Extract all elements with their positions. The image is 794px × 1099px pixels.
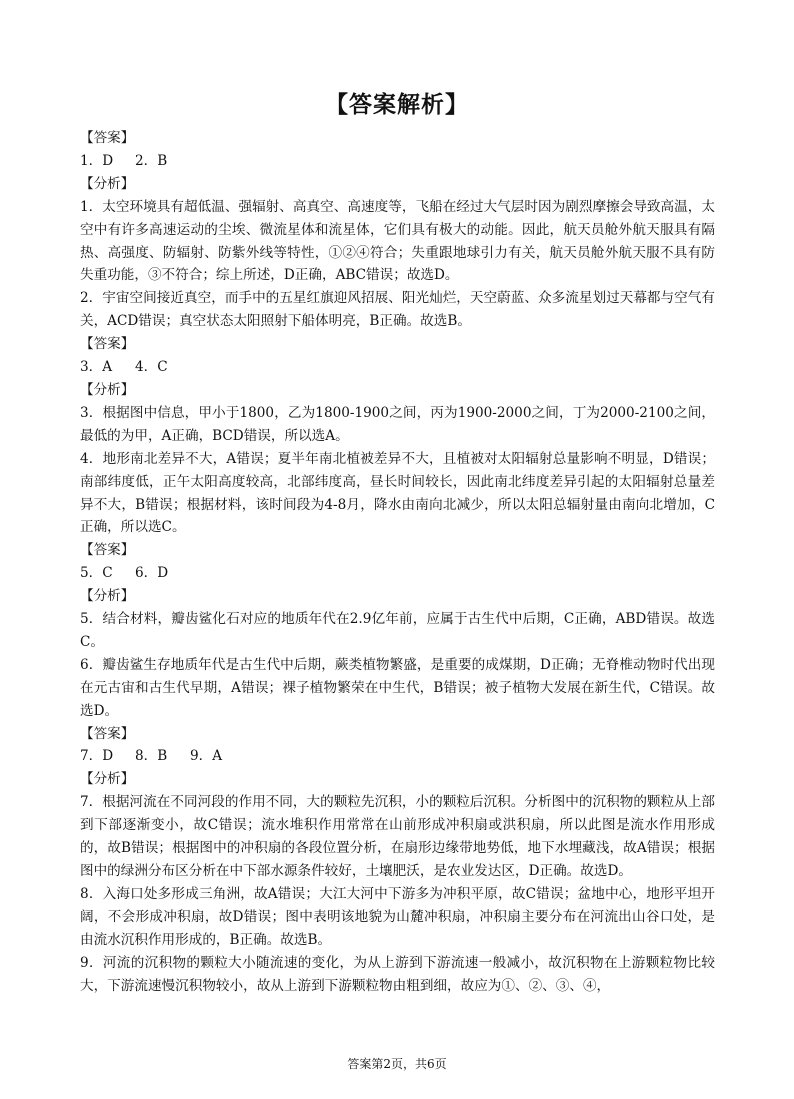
answer-item: 9．A	[190, 748, 223, 765]
answer-line	[80, 745, 715, 768]
page-title: 【答案解析】	[325, 91, 469, 118]
answer-label: 【答案】	[80, 542, 135, 559]
answer-line	[80, 562, 715, 585]
answer-item: 6．D	[135, 565, 169, 582]
answer-item: 8．B	[135, 748, 168, 765]
analysis-paragraph: 1．太空环境具有超低温、强辐射、高真空、高速度等，飞船在经过大气层时因为剧烈摩擦会导致高温，太空中有许多高速运动的尘埃、微流星体和流星体，它们具有极大的动能。因此，航天员舱外航天服具有隔热、高强度、防辐射、防紫外线等特性，①②④符合；失重跟地球引力有关，航天员舱外航天服不具有防失重功能，③不符合；综上所述，D正确，ABC错误；故选D。	[80, 198, 715, 284]
answer-item: 5．C	[80, 565, 113, 582]
answer-content	[80, 127, 715, 997]
analysis-label: 【分析】	[80, 381, 135, 398]
answer-label: 【答案】	[80, 130, 135, 146]
page-footer: 答案第2页，共6页	[347, 1057, 447, 1071]
answer-line	[80, 150, 715, 173]
analysis-paragraph: 4．地形南北差异不大，A错误；夏半年南北植被差异不大，且植被对太阳辐射总量影响不明显，D错误；南部纬度低，正午太阳高度较高，北部纬度高，昼长时间较长，因此南北纬度差异引起的太阳辐射总量差异不大，B错误；根据材料，该时间段为4-8月，降水由南向北减少，所以太阳总辐射量由南向北增加，C正确，所以选C。	[80, 450, 715, 536]
analysis-paragraph: 9．河流的沉积物的颗粒大小随流速的变化，为从上游到下游流速一般减小，故沉积物在上游颗粒物比较大，下游流速慢沉积物较小，故从上游到下游颗粒物由粗到细，故应为①、②、③、④，	[80, 954, 715, 994]
analysis-label: 【分析】	[80, 588, 135, 605]
analysis-paragraph: 2．宇宙空间接近真空，而手中的五星红旗迎风招展、阳光灿烂，天空蔚蓝、众多流星划过天幕都与空气有关，ACD错误；真空状态太阳照射下船体明亮，B正确。故选B。	[80, 290, 715, 330]
analysis-paragraph: 3．根据图中信息，甲小于1800，乙为1800-1900之间，丙为1900-2000之间，丁为2000-2100之间，最低的为甲，A正确，BCD错误，所以选A。	[80, 404, 715, 444]
answer-item: 7．D	[80, 748, 114, 765]
analysis-paragraph: 5．结合材料，瓣齿鲨化石对应的地质年代在2.9亿年前，应属于古生代中后期，C正确，ABD错误。故选C。	[80, 611, 715, 650]
answer-item: 1．D	[80, 152, 114, 169]
answer-item: 4．C	[135, 359, 168, 376]
answer-item: 3．A	[80, 359, 113, 376]
answer-item: 2．B	[135, 152, 168, 169]
answer-label: 【答案】	[80, 336, 135, 353]
analysis-paragraph: 8．入海口处多形成三角洲，故A错误；大江大河中下游多为冲积平原，故C错误；盆地中心，地形平坦开阔，不会形成冲积扇，故D错误；图中表明该地貌为山麓冲积扇，冲积扇主要分布在河流出山谷口处，是由流水沉积作用形成的，B正确。故选B。	[80, 885, 715, 948]
answer-label: 【答案】	[80, 725, 135, 742]
analysis-paragraph: 6．瓣齿鲨生存地质年代是古生代中后期，蕨类植物繁盛，是重要的成煤期，D正确；无脊椎动物时代出现在元古宙和古生代早期，A错误；裸子植物繁荣在中生代，B错误；被子植物大发展在新生代，C错误。故选D。	[80, 656, 715, 719]
analysis-label: 【分析】	[80, 771, 135, 788]
analysis-paragraph: 7．根据河流在不同河段的作用不同，大的颗粒先沉积，小的颗粒后沉积。分析图中的沉积物的颗粒从上部到下部逐渐变小，故C错误；流水堆积作用常常在山前形成冲积扇或洪积扇，所以此图是流水作用形成的，故B错误；根据图中的冲积扇的各段位置分析，在扇形边缘带地势低，地下水埋藏浅，故A错误；根据图中的绿洲分布区分析在中下部水源条件较好，土壤肥沃，是农业发达区，D正确。故选D。	[80, 794, 715, 879]
answer-line	[80, 356, 715, 379]
analysis-label: 【分析】	[80, 175, 135, 192]
